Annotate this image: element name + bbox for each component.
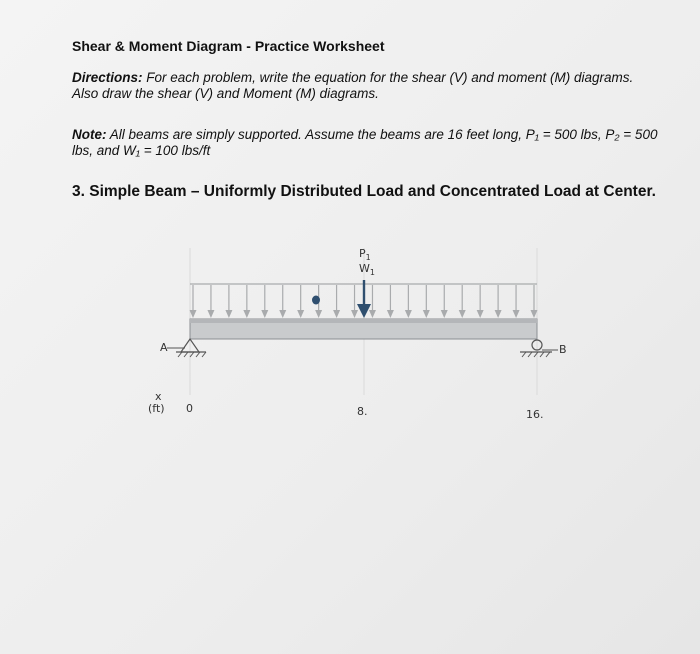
udl-arrow-head <box>459 310 466 318</box>
directions-label: Directions: <box>72 70 143 85</box>
worksheet-title: Shear & Moment Diagram - Practice Worksheet <box>72 38 385 54</box>
axis-unit-label: (ft) <box>148 402 165 415</box>
support-b-label: B <box>559 343 567 356</box>
udl-arrow-head <box>351 310 358 318</box>
udl-arrow-head <box>441 310 448 318</box>
udl-arrow-head <box>261 310 268 318</box>
note-text: All beams are simply supported. Assume the beams are 16 feet long, P₁ = 500 lbs, P₂ = 500 lbs, and W₁ = 100 lbs/ft <box>72 127 658 158</box>
udl-arrow-head <box>279 310 286 318</box>
udl-arrow-head <box>387 310 394 318</box>
udl-arrow-head <box>333 310 340 318</box>
beam-top-shade <box>190 319 537 323</box>
load-w-label: $W_1$ <box>359 262 375 277</box>
udl-arrow-head <box>243 310 250 318</box>
support-b-hatch <box>522 352 550 357</box>
udl-arrow-head <box>315 310 322 318</box>
tick-label-8: 8. <box>357 405 368 418</box>
directions-text: For each problem, write the equation for the shear (V) and moment (M) diagrams. Also draw the shear (V) and Moment (M) diagrams. <box>72 70 634 101</box>
load-p-label: $P_1$ <box>359 247 371 262</box>
udl-arrow-head <box>513 310 520 318</box>
udl-arrow-head <box>190 310 197 318</box>
udl-arrow-head <box>225 310 232 318</box>
support-a-label: A <box>160 341 168 354</box>
load-marker-dot <box>312 296 320 305</box>
udl-arrow-head <box>207 310 214 318</box>
point-load-arrow-head <box>357 304 371 318</box>
udl-arrow-head <box>405 310 412 318</box>
tick-label-0: 0 <box>186 402 193 415</box>
udl-arrow-head <box>495 310 502 318</box>
support-a-hatch <box>178 352 206 357</box>
udl-arrow-head <box>423 310 430 318</box>
problem-heading: 3. Simple Beam – Uniformly Distributed Load and Concentrated Load at Center. <box>72 183 656 200</box>
udl-arrow-head <box>477 310 484 318</box>
tick-label-16: 16. <box>526 408 544 421</box>
note-label: Note: <box>72 127 107 142</box>
udl-arrow-head <box>531 310 538 318</box>
udl-arrow-head <box>369 310 376 318</box>
udl-arrow-head <box>297 310 304 318</box>
axis-x-label: x <box>155 390 162 403</box>
